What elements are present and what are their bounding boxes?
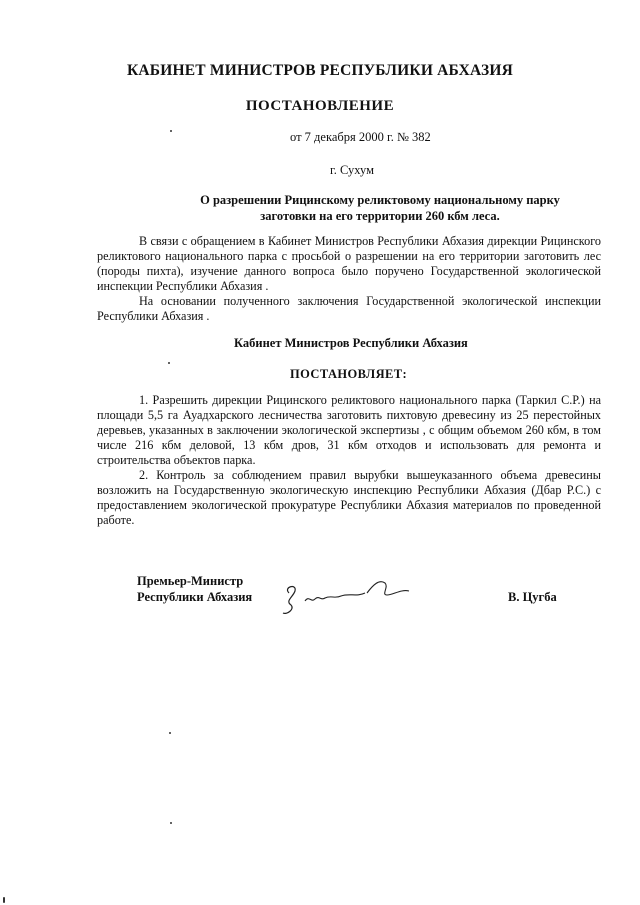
date-number-line: от 7 декабря 2000 г. № 382 xyxy=(290,130,431,144)
document-type: ПОСТАНОВЛЕНИЕ xyxy=(245,98,395,114)
issuer-title: КАБИНЕТ МИНИСТРОВ РЕСПУБЛИКИ АБХАЗИЯ xyxy=(126,62,514,79)
scan-speck xyxy=(170,822,172,824)
decree-word: ПОСТАНОВЛЯЕТ: xyxy=(290,367,408,381)
handwritten-signature xyxy=(275,565,435,625)
preamble-paragraph-2: На основании полученного заключения Государственной экологической инспекции Республики Абхазия . xyxy=(97,294,601,323)
scan-speck xyxy=(3,897,5,903)
preamble-paragraph-1: В связи с обращением в Кабинет Министров Республики Абхазия дирекции Рицинского реликтового национального парка с просьбой о разрешении на его территории заготовить лес (породы пихта), изучение данного вопроса было поручено Государственной экологической инспекции Республики Абхазия . xyxy=(97,234,601,293)
scan-speck xyxy=(170,130,172,132)
clauses xyxy=(97,393,601,528)
place-line: г. Сухум xyxy=(330,163,375,177)
position-line-2: Республики Абхазия xyxy=(137,590,253,604)
signatory-position xyxy=(137,573,297,605)
signatory-name: В. Цугба xyxy=(508,590,557,604)
subject-line-1: О разрешении Рицинскому реликтовому национальному парку xyxy=(200,193,560,207)
clause-2: 2. Контроль за соблюдением правил вырубки вышеуказанного объема древесины возложить на Государственную экологическую инспекцию Республики Абхазия (Дбар Р.С.) с предоставлением экологической прокуратуре Республики Абхазия материалов по проведенной работе. xyxy=(97,468,601,527)
subject-line-2: заготовки на его территории 260 кбм леса. xyxy=(260,209,500,223)
preamble xyxy=(97,234,601,324)
authority-line: Кабинет Министров Республики Абхазия xyxy=(234,336,468,350)
position-line-1: Премьер-Министр xyxy=(137,574,244,588)
scan-speck xyxy=(169,732,171,734)
clause-1: 1. Разрешить дирекции Рицинского реликтового национального парка (Таркил С.Р.) на площади 5,5 га Ауадхарского лесничества заготовить пихтовую древесину из 25 перестойных деревьев, указанных в заключении экологической экспертизы , с общим объемом 260 кбм, в том числе 216 кбм деловой, 13 кбм дров, 31 кбм отходов и использовать для ремонта и строительства объектов парка. xyxy=(97,393,601,467)
subject-title xyxy=(160,192,600,224)
scan-speck xyxy=(168,362,170,364)
